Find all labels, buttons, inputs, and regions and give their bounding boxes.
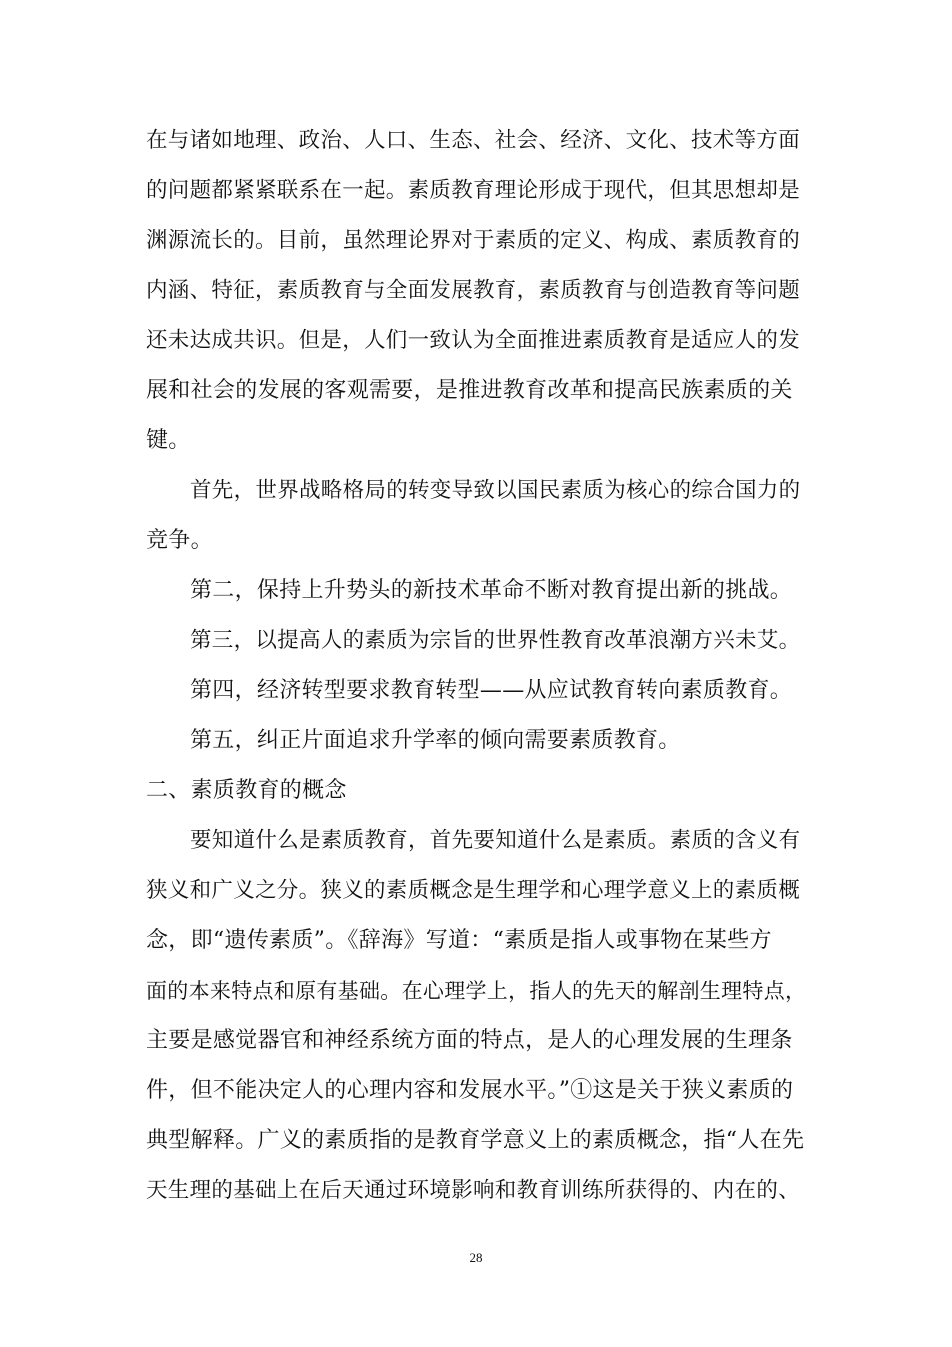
text-line: 渊源流长的。目前，虽然理论界对于素质的定义、构成、素质教育的 [146,228,801,253]
text-line: 还未达成共识。但是，人们一致认为全面推进素质教育是适应人的发 [146,328,801,353]
text-line: 面的本来特点和原有基础。在心理学上，指人的先天的解剖生理特点， [146,979,807,1003]
text-line: 竞争。 [146,528,213,553]
page-number: 28 [469,1250,483,1265]
text-line: 典型解释。广义的素质指的是教育学意义上的素质概念，指“人在先 [146,1128,805,1153]
text-line: 念，即“遗传素质”。《辞海》写道：“素质是指人或事物在某些方 [146,928,772,953]
section-heading: 二、素质教育的概念 [146,778,347,803]
text-line: 键。 [146,428,191,453]
text-line: 天生理的基础上在后天通过环境影响和教育训练所获得的、内在的、 [146,1178,801,1203]
list-item-second: 第二，保持上升势头的新技术革命不断对教育提出新的挑战。 [190,578,793,603]
text-line: 首先，世界战略格局的转变导致以国民素质为核心的综合国力的 [190,478,801,503]
text-line: 内涵、特征，素质教育与全面发展教育，素质教育与创造教育等问题 [146,278,801,303]
text-line: 件，但不能决定人的心理内容和发展水平。”①这是关于狭义素质的 [146,1078,794,1103]
text-line: 在与诸如地理、政治、人口、生态、社会、经济、文化、技术等方面 [146,128,801,153]
list-item-third: 第三，以提高人的素质为宗旨的世界性教育改革浪潮方兴未艾。 [190,628,801,653]
text-line: 主要是感觉器官和神经系统方面的特点，是人的心理发展的生理条 [146,1028,793,1053]
text-line: 展和社会的发展的客观需要，是推进教育改革和提高民族素质的关 [146,378,793,403]
list-item-fifth: 第五，纠正片面追求升学率的倾向需要素质教育。 [190,728,681,753]
text-line: 狭义和广义之分。狭义的素质概念是生理学和心理学意义上的素质概 [146,878,801,903]
list-item-fourth: 第四，经济转型要求教育转型——从应试教育转向素质教育。 [190,678,793,703]
text-line: 要知道什么是素质教育，首先要知道什么是素质。素质的含义有 [190,828,801,853]
text-line: 的问题都紧紧联系在一起。素质教育理论形成于现代，但其思想却是 [146,178,801,203]
